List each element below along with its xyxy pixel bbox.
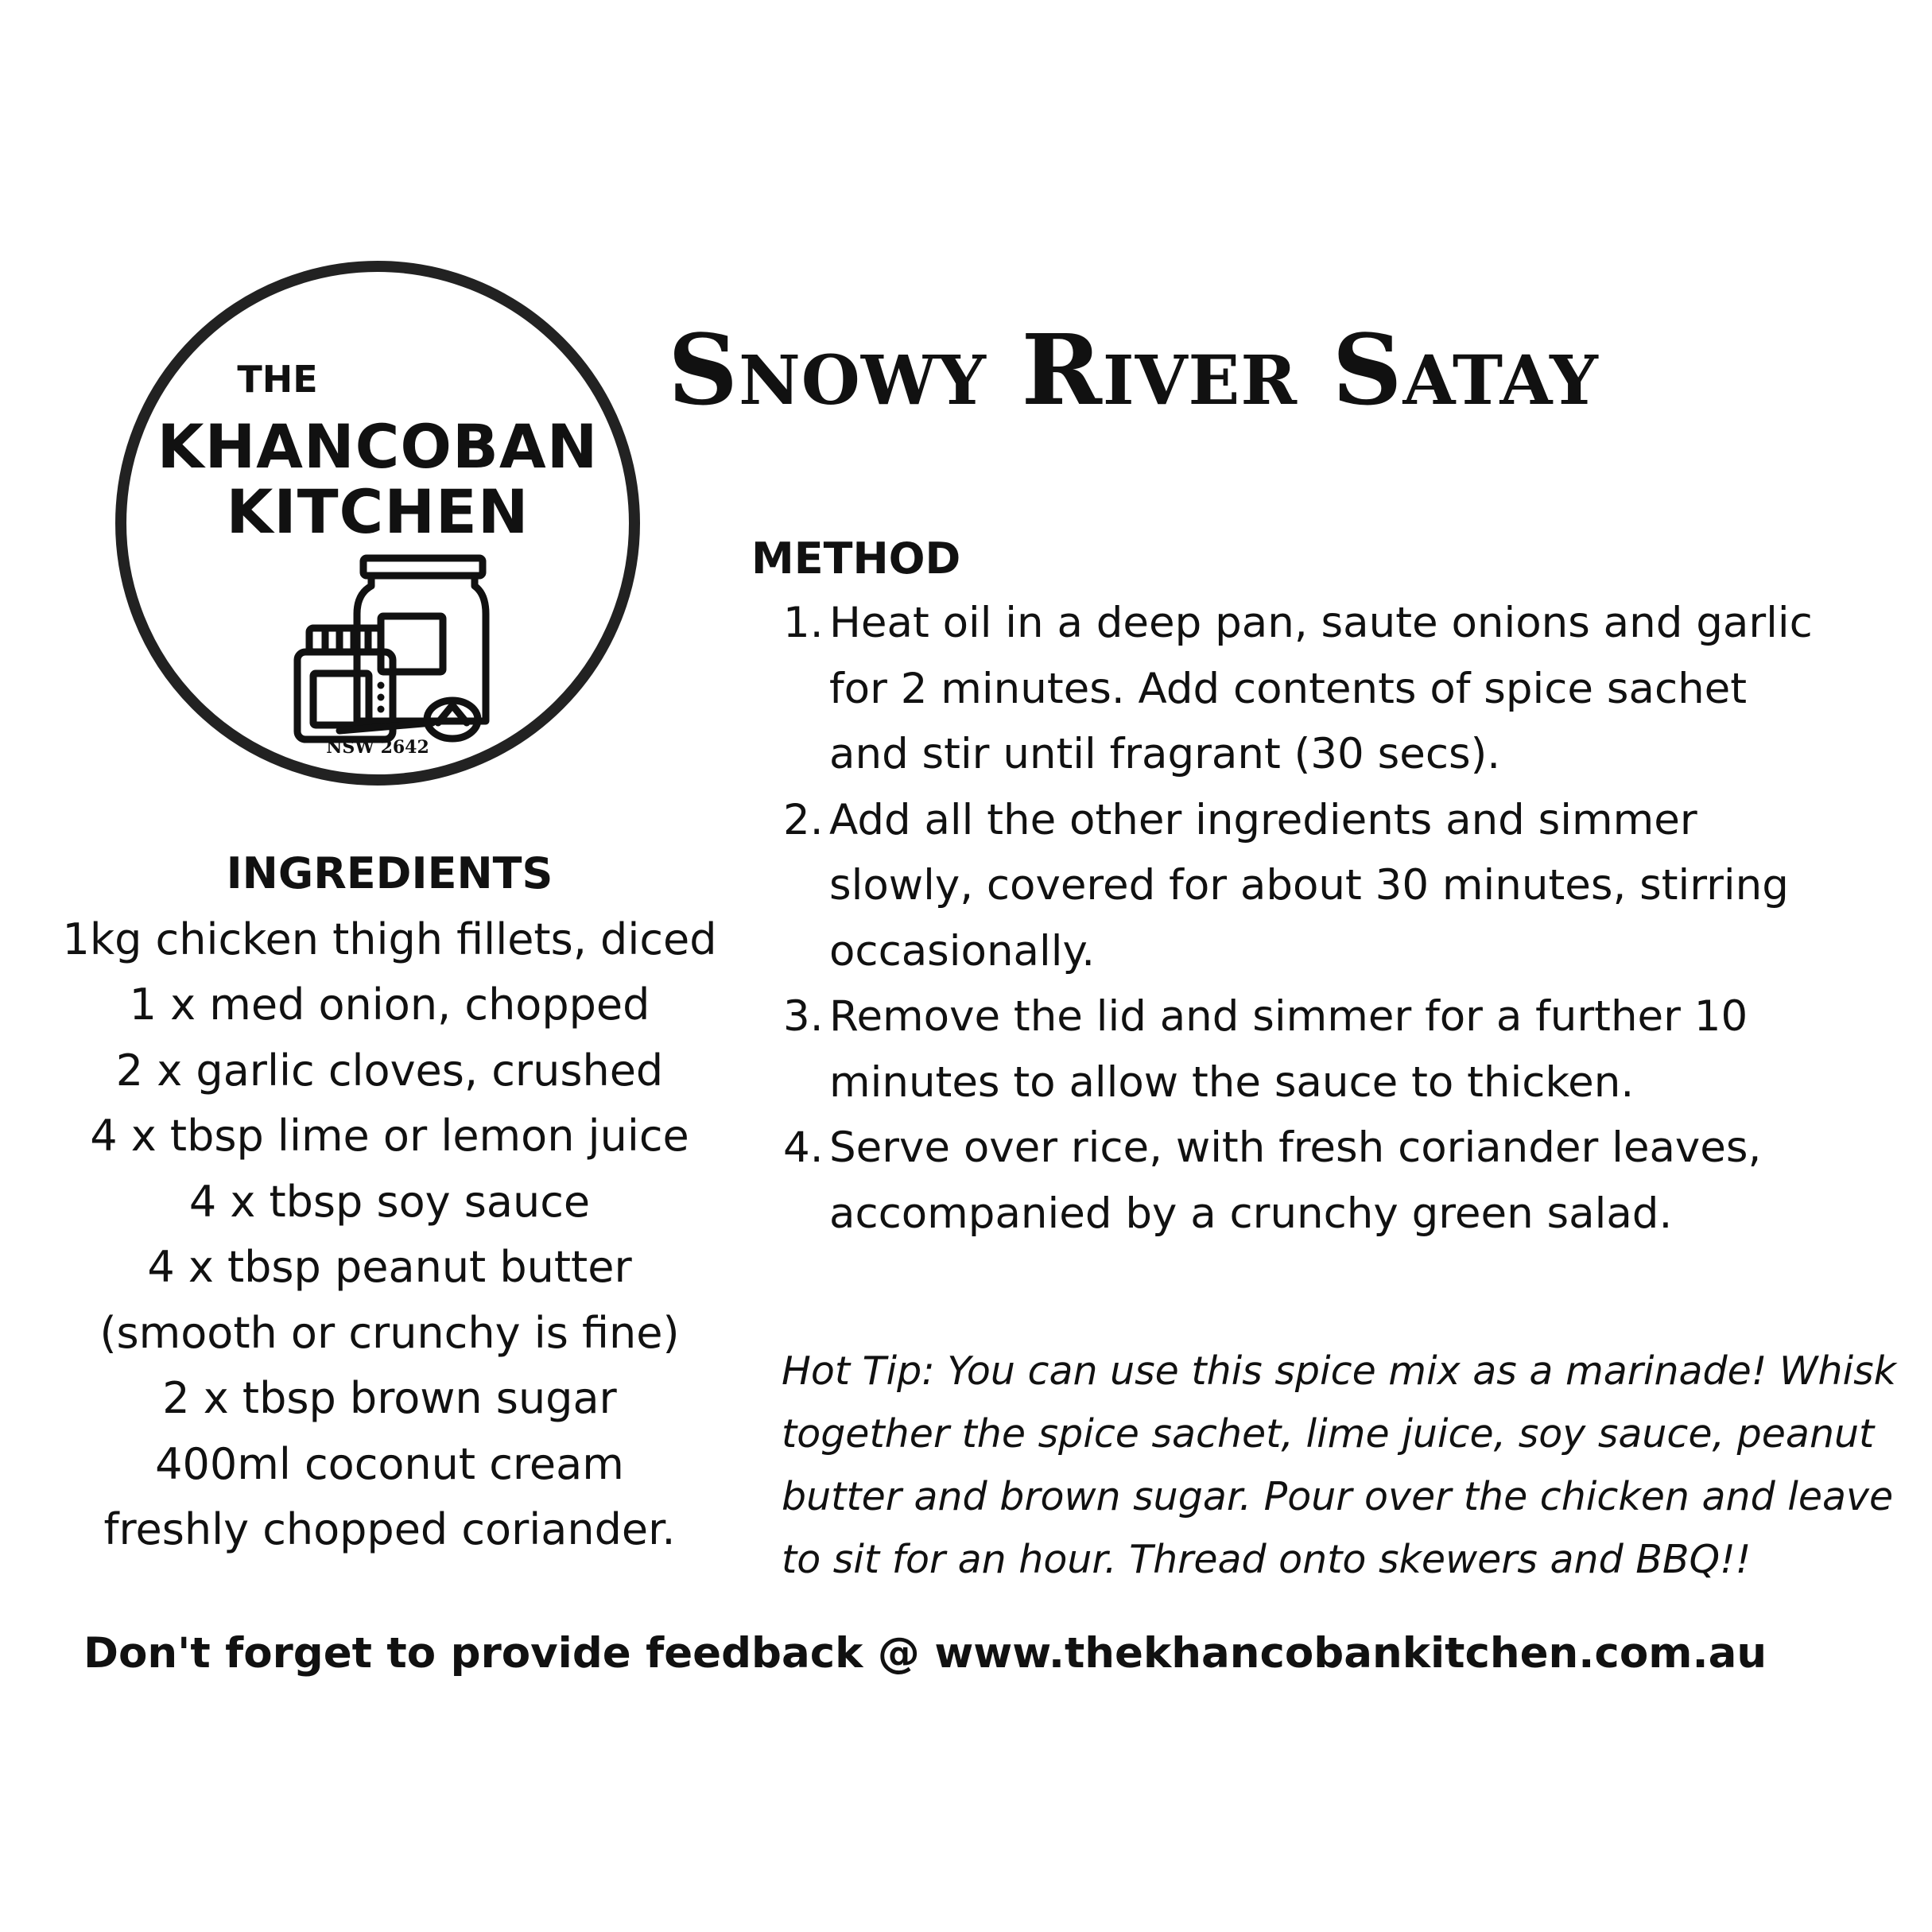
- logo-the: THE: [237, 358, 318, 401]
- ingredient-item: 4 x tbsp peanut butter: [147, 1242, 632, 1292]
- logo-brand-line1: KHANCOBAN: [157, 411, 599, 482]
- method-steps: [783, 591, 1817, 1247]
- step-number: 3.: [783, 992, 824, 1041]
- ingredient-item: 1 x med onion, chopped: [129, 980, 650, 1030]
- method-step: [783, 984, 1817, 1115]
- logo-badge: [115, 261, 640, 786]
- ingredients-section: [32, 841, 747, 1563]
- ingredients-heading: INGREDIENTS: [226, 848, 553, 898]
- jars-and-spoon-icon: [293, 554, 492, 745]
- feedback-footer: Don't forget to provide feedback @ www.thekhancobankitchen.com.au: [83, 1629, 1767, 1678]
- method-step: [783, 591, 1817, 788]
- step-text: Serve over rice, with fresh coriander leaves, accompanied by a crunchy green salad.: [829, 1123, 1762, 1238]
- ingredient-item: (smooth or crunchy is fine): [99, 1307, 680, 1358]
- step-text: Heat oil in a deep pan, saute onions and garlic for 2 minutes. Add contents of spice sachet and stir until fragrant (30 secs).: [829, 599, 1813, 778]
- ingredient-item: 4 x tbsp lime or lemon juice: [90, 1111, 689, 1161]
- ingredients-list: [32, 907, 747, 1563]
- ingredient-item: 1kg chicken thigh fillets, diced: [62, 914, 717, 964]
- ingredient-item: freshly chopped coriander.: [103, 1504, 676, 1554]
- ingredient-item: 4 x tbsp soy sauce: [188, 1176, 591, 1227]
- step-number: 2.: [783, 795, 824, 844]
- hot-tip: Hot Tip: You can use this spice mix as a marinade! Whisk together the spice sachet, lime juice, soy sauce, peanut butter and brown sugar. Pour over the chicken and leave to sit for an hour. Thread onto skewers and BBQ!!: [782, 1348, 1897, 1582]
- ingredient-item: 400ml coconut cream: [155, 1438, 624, 1489]
- step-text: Remove the lid and simmer for a further 10 minutes to allow the sauce to thicken.: [829, 992, 1748, 1107]
- method-step: [783, 1115, 1817, 1247]
- logo-postcode: NSW 2642: [326, 737, 429, 758]
- ingredient-item: 2 x garlic cloves, crushed: [115, 1045, 664, 1096]
- step-number: 1.: [783, 599, 824, 647]
- ingredient-item: 2 x tbsp brown sugar: [162, 1373, 617, 1423]
- recipe-title: Snowy River Satay: [668, 312, 1599, 427]
- logo-brand-line2: KITCHEN: [226, 476, 530, 547]
- method-step: [783, 788, 1817, 985]
- step-text: Add all the other ingredients and simmer slowly, covered for about 30 minutes, stirring occasionally.: [829, 795, 1789, 976]
- step-number: 4.: [783, 1123, 824, 1172]
- method-heading: METHOD: [751, 533, 961, 584]
